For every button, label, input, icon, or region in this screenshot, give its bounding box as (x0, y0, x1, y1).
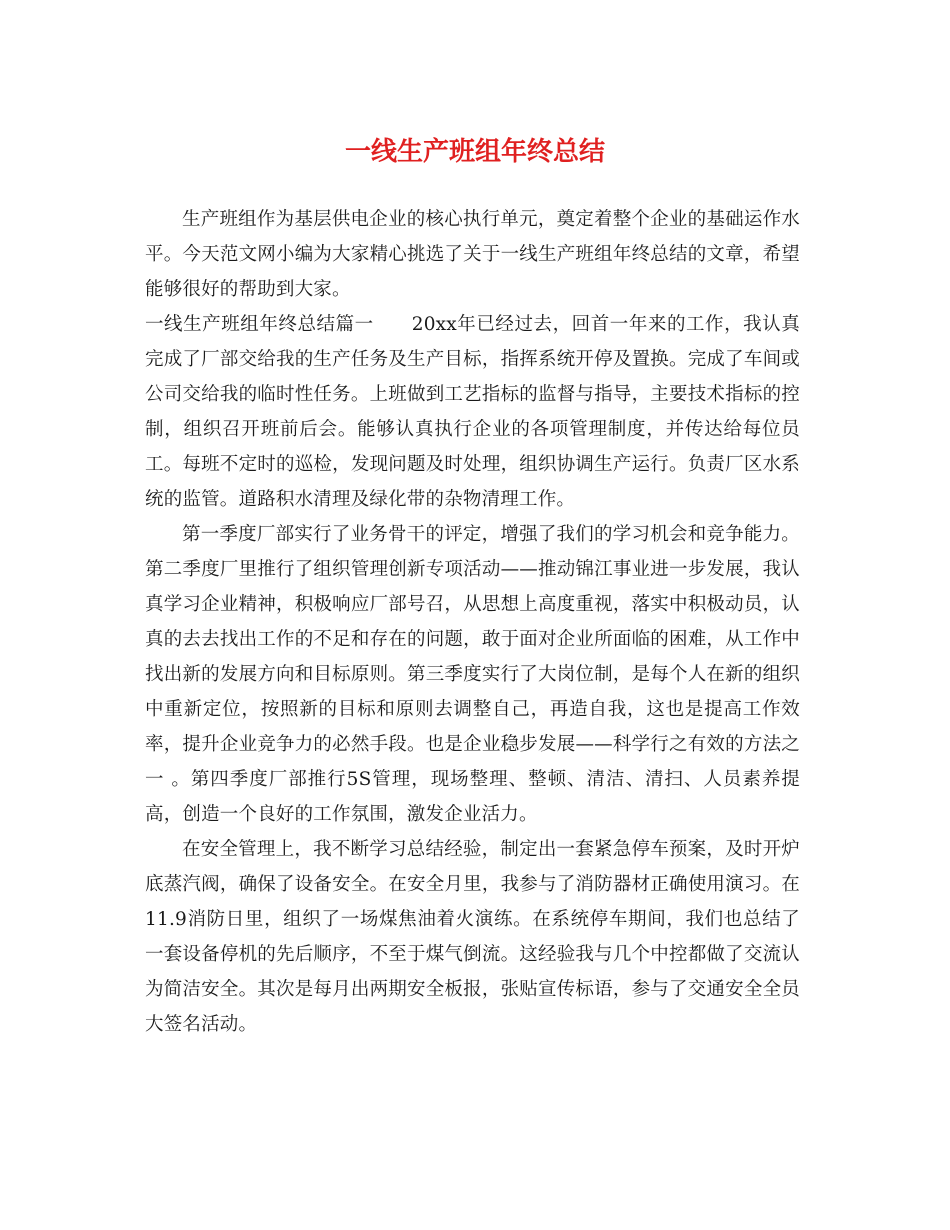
safety-paragraph: 在安全管理上，我不断学习总结经验，制定出一套紧急停车预案，及时开炉底蒸汽阀，确保了设备安全。在安全月里，我参与了消防器材正确使用演习。在11.9消防日里，组织了一场煤焦油着火演练。在系统停车期间，我们也总结了一套设备停机的先后顺序，不至于煤气倒流。这经验我与几个中控都做了交流认为简洁安全。其次是每月出两期安全板报，张贴宣传标语，参与了交通安全全员大签名活动。 (145, 839, 800, 1035)
section-paragraph (145, 307, 800, 517)
document-title: 一线生产班组年终总结 (344, 137, 605, 167)
section-first-text: 20xx年已经过去，回首一年来的工作，我认真完成了厂部交给我的生产任务及生产目标，指挥系统开停及置换。完成了车间或公司交给我的临时性任务。上班做到工艺指标的监督与指导，主要技术指标的控制，组织召开班前后会。能够认真执行企业的各项管理制度，并传达给每位员工。每班不定时的巡检，发现问题及时处理，组织协调生产运行。负责厂区水系统的监管。道路积水清理及绿化带的杂物清理工作。 (145, 314, 800, 510)
section-heading: 一线生产班组年终总结篇一 (145, 314, 374, 335)
intro-paragraph: 生产班组作为基层供电企业的核心执行单元，奠定着整个企业的基础运作水平。今天范文网小编为大家精心挑选了关于一线生产班组年终总结的文章，希望能够很好的帮助到大家。 (145, 209, 800, 300)
document-body (145, 202, 800, 1042)
quarterly-paragraph: 第一季度厂部实行了业务骨干的评定，增强了我们的学习机会和竞争能力。第二季度厂里推行了组织管理创新专项活动——推动锦江事业进一步发展，我认真学习企业精神，积极响应厂部号召，从思想上高度重视，落实中积极动员，认真的去去找出工作的不足和存在的问题，敢于面对企业所面临的困难，从工作中找出新的发展方向和目标原则。第三季度实行了大岗位制，是每个人在新的组织中重新定位，按照新的目标和原则去调整自己，再造自我，这也是提高工作效率，提升企业竞争力的必然手段。也是企业稳步发展——科学行之有效的方法之 一 。第四季度厂部推行5S管理，现场整理、整顿、清洁、清扫、人员素养提高，创造一个良好的工作氛围，激发企业活力。 (145, 524, 800, 825)
